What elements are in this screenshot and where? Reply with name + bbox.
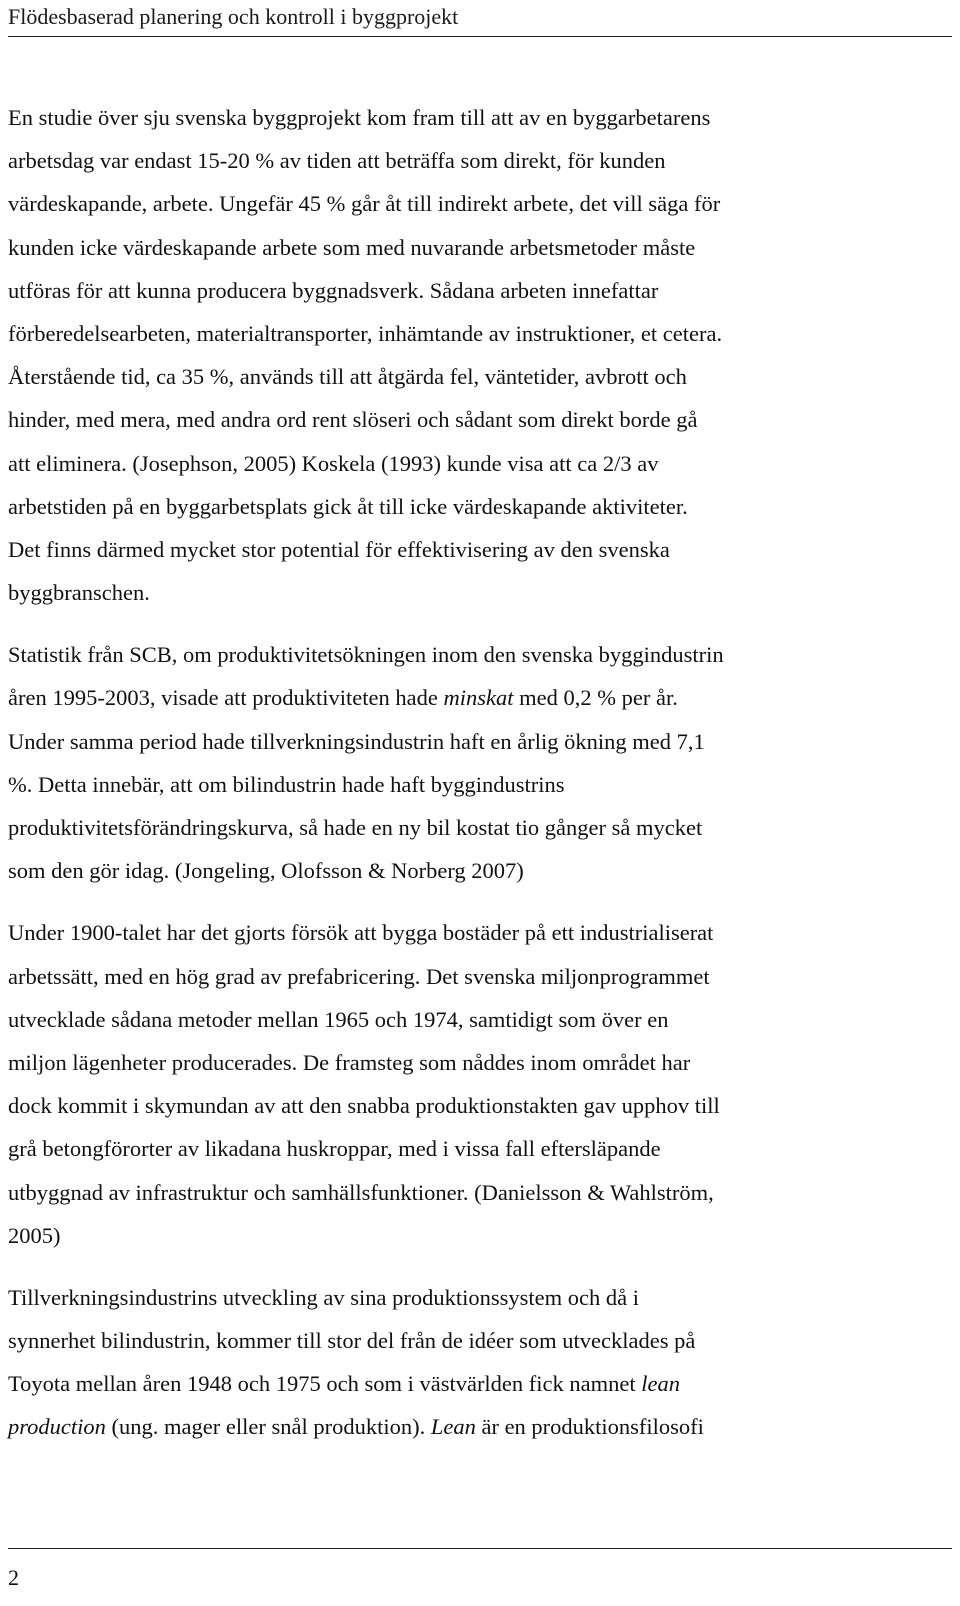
text-line: kunden icke värdeskapande arbete som med nuvarande arbetsmetoder måste (8, 234, 696, 260)
text-line: Under samma period hade tillverkningsindustrin haft en årlig ökning med 7,1 (8, 728, 705, 754)
running-header (8, 2, 952, 37)
text-line: utbyggnad av infrastruktur och samhällsfunktioner. (Danielsson & Wahlström, (8, 1179, 714, 1205)
text-line: synnerhet bilindustrin, kommer till stor del från de idéer som utvecklades på (8, 1328, 696, 1354)
text-run: är en produktionsfilosofi (475, 1414, 704, 1440)
text-run: åren 1995-2003, visade att produktiviteten hade (8, 685, 444, 711)
italic-term: Lean (430, 1414, 476, 1440)
page-footer (8, 1548, 952, 1595)
text-line: utföras för att kunna producera byggnadsverk. Sådana arbeten innefattar (8, 277, 659, 303)
text-line: grå betongförorter av likadana huskroppar, med i vissa fall eftersläpande (8, 1136, 661, 1162)
text-run: (ung. mager eller snål produktion). (105, 1414, 431, 1440)
paragraph-2 (8, 633, 954, 892)
text-line: 2005) (8, 1222, 61, 1248)
text-line: att eliminera. (Josephson, 2005) Koskela (1993) kunde visa att ca 2/3 av (8, 450, 659, 476)
text-line: miljon lägenheter producerades. De framsteg som nåddes inom området har (8, 1049, 691, 1075)
text-line: produktivitetsförändringskurva, så hade en ny bil kostat tio gånger så mycket (8, 815, 703, 840)
text-line: Tillverkningsindustrins utveckling av sina produktionssystem och då i (8, 1284, 640, 1310)
text-line: dock kommit i skymundan av att den snabba produktionstakten gav upphov till (8, 1093, 720, 1119)
text-line: hinder, med mera, med andra ord rent slöseri och sådant som direkt borde gå (8, 407, 698, 433)
text-line: utvecklade sådana metoder mellan 1965 och 1974, samtidigt som över en (8, 1006, 669, 1032)
text-line: byggbranschen. (8, 580, 150, 606)
text-line (8, 676, 954, 719)
text-line: En studie över sju svenska byggprojekt kom fram till att av en byggarbetarens (8, 105, 711, 130)
italic-term: production (8, 1414, 106, 1440)
text-run: med 0,2 % per år. (513, 685, 678, 711)
text-line: arbetstiden på en byggarbetsplats gick åt till icke värdeskapande aktiviteter. (8, 493, 688, 519)
text-line (8, 1405, 954, 1448)
paragraph-4 (8, 1276, 954, 1449)
italic-term: lean (641, 1371, 681, 1397)
paragraph-3 (8, 911, 954, 1257)
text-line: Det finns därmed mycket stor potential för effektivisering av den svenska (8, 536, 670, 562)
page-number: 2 (8, 1565, 19, 1590)
text-line: förberedelsearbeten, materialtransporter, inhämtande av instruktioner, et cetera. (8, 320, 723, 346)
text-line: Under 1900-talet har det gjorts försök att bygga bostäder på ett industrialiserat (8, 920, 714, 946)
text-line: arbetsdag var endast 15-20 % av tiden att beträffa som direkt, för kunden (8, 148, 666, 174)
text-line: värdeskapande, arbete. Ungefär 45 % går åt till indirekt arbete, det vill säga för (8, 191, 721, 217)
text-line: Återstående tid, ca 35 %, används till att åtgärda fel, väntetider, avbrott och (8, 364, 687, 390)
text-line: %. Detta innebär, att om bilindustrin hade haft byggindustrins (8, 771, 565, 797)
text-line (8, 1362, 954, 1405)
text-run: Toyota mellan åren 1948 och 1975 och som i västvärlden fick namnet (8, 1371, 642, 1397)
document-title: Flödesbaserad planering och kontroll i byggprojekt (8, 4, 459, 29)
text-line: Statistik från SCB, om produktivitetsökningen inom den svenska byggindustrin (8, 642, 724, 668)
italic-term: minskat (443, 685, 514, 711)
text-line: som den gör idag. (Jongeling, Olofsson & Norberg 2007) (8, 858, 524, 884)
text-line: arbetssätt, med en hög grad av prefabricering. Det svenska miljonprogrammet (8, 963, 710, 989)
body-text (8, 96, 954, 1468)
paragraph-1 (8, 96, 954, 614)
